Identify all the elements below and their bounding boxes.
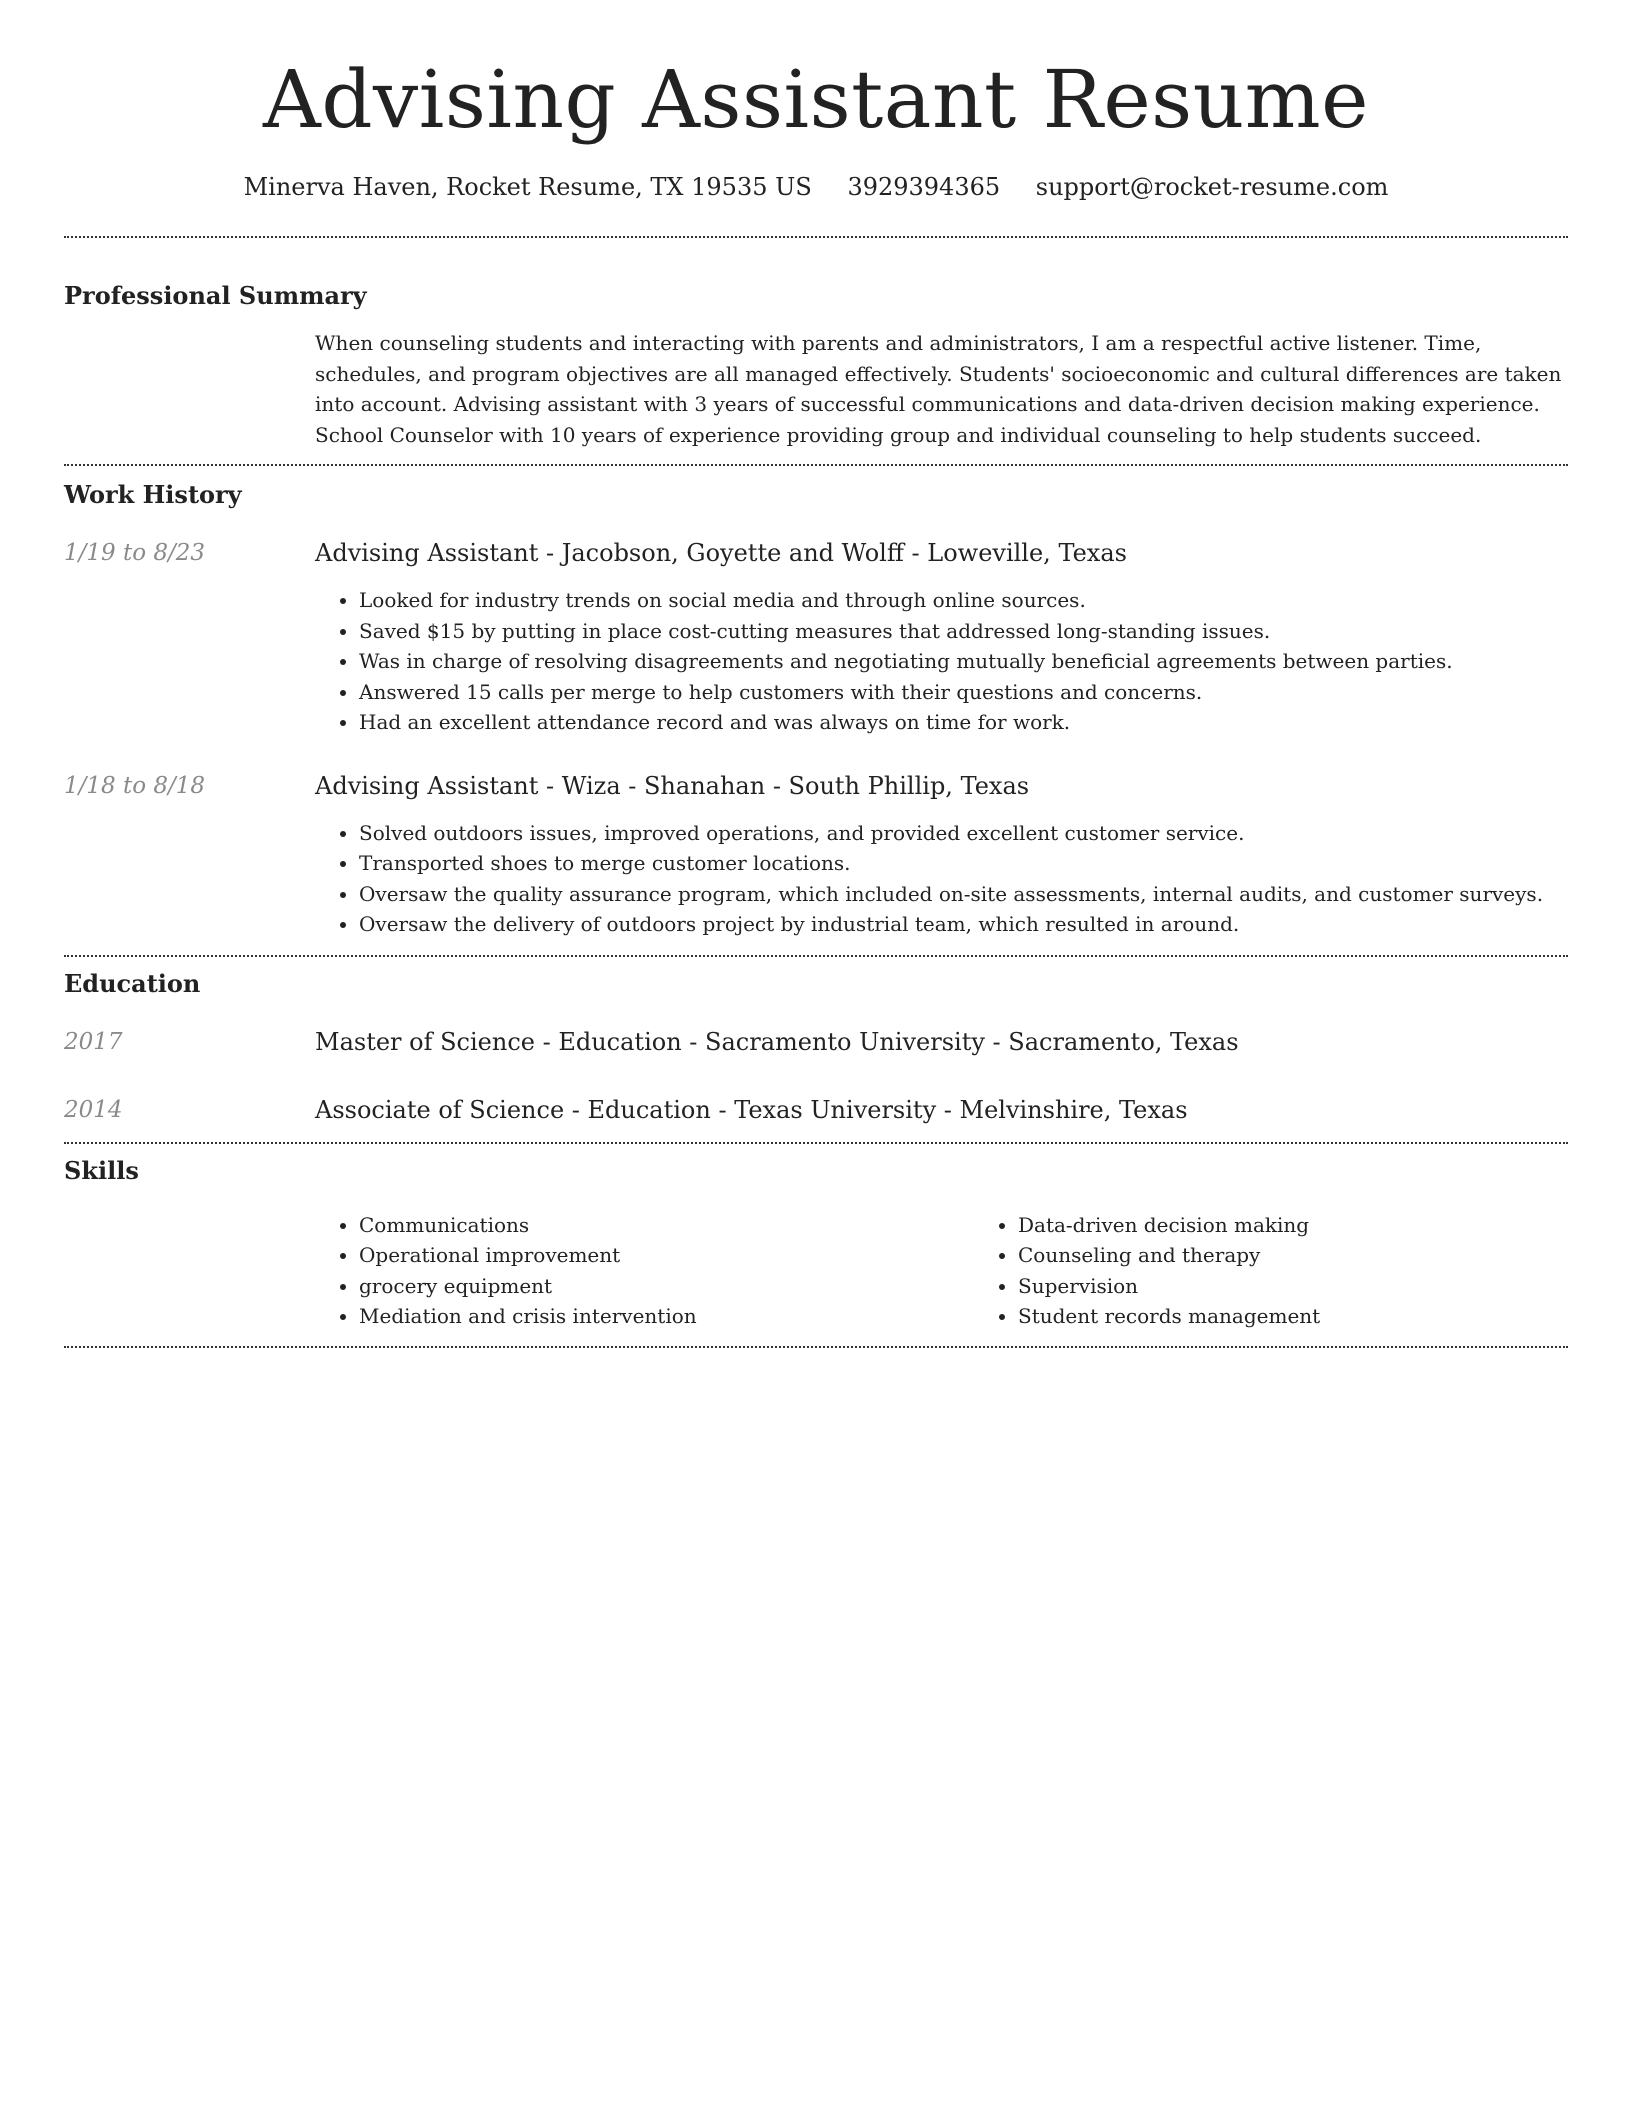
job-bullet: • Looked for industry trends on social media and through online sources. [359,585,1568,616]
job-entry [64,538,1568,738]
job-bullets [315,818,1568,940]
education-details [315,1095,1568,1125]
contact-address: Minerva Haven, Rocket Resume, TX 19535 US [243,173,812,201]
education-year: 2017 [64,1028,123,1055]
job-bullet: • Was in charge of resolving disagreements and negotiating mutually beneficial agreements between parties. [359,646,1568,677]
skills-grid [315,1210,1632,1332]
section-title-skills: Skills [64,1155,139,1185]
job-dates: 1/18 to 8/18 [64,772,206,799]
job-bullet: • Solved outdoors issues, improved operations, and provided excellent customer service. [359,818,1568,849]
divider [64,955,1568,957]
skill-item: • Mediation and crisis intervention [359,1301,974,1332]
page-title: Advising Assistant Resume [263,53,1369,146]
education-entry [64,1027,1568,1057]
resume-page [64,0,1568,1348]
education-degree: Associate of Science - Education [315,1095,711,1124]
divider [64,464,1568,466]
summary-body [315,328,1568,450]
skill-item: • Supervision [1018,1271,1632,1302]
job-details [315,771,1568,940]
job-bullet: • Transported shoes to merge customer locations. [359,848,1568,879]
job-bullet: • Oversaw the delivery of outdoors project by industrial team, which resulted in around. [359,909,1568,940]
divider [64,236,1568,238]
education-school: - Texas University - Melvinshire, Texas [710,1095,1188,1124]
section-title-summary: Professional Summary [64,281,367,310]
work-section [64,480,1568,940]
skill-item: • grocery equipment [359,1271,974,1302]
skills-list-right [974,1210,1632,1332]
job-bullet: • Had an excellent attendance record and was always on time for work. [359,707,1568,738]
skills-row [64,1210,1568,1332]
skill-item: • Communications [359,1210,974,1241]
job-bullet: • Oversaw the quality assurance program, which included on-site assessments, internal audits, and customer surveys. [359,879,1568,910]
education-degree: Master of Science - Education [315,1027,682,1056]
summary-row [64,328,1568,450]
job-bullet: • Answered 15 calls per merge to help customers with their questions and concerns. [359,677,1568,708]
section-title-work: Work History [64,480,242,509]
education-school: - Sacramento University - Sacramento, Texas [681,1027,1239,1056]
skills-list-left [315,1210,974,1332]
job-title: Advising Assistant - Jacobson, Goyette and Wolff - Loweville, Texas [315,539,1127,567]
contact-line [64,172,1568,202]
skill-item: • Student records management [1018,1301,1632,1332]
section-title-education: Education [64,968,201,998]
job-title: Advising Assistant - Wiza - Shanahan - South Phillip, Texas [315,771,1030,800]
summary-text: When counseling students and interacting with parents and administrators, I am a respectful active listener. Time, schedules, and program objectives are all managed effectively. Students' socioeconomic and cultural differences are taken into account. Advising assistant with 3 years of successful communications and data-driven decision making experience. School Counselor with 10 years of experience providing group and individual counseling to help students succeed. [315,331,1562,447]
education-entry [64,1095,1568,1125]
contact-phone: 3929394365 [847,173,1001,201]
skill-item: • Operational improvement [359,1240,974,1271]
job-details [315,538,1568,738]
skills-section [64,1156,1568,1332]
job-bullet: • Saved $15 by putting in place cost-cutting measures that addressed long-standing issues. [359,616,1568,647]
contact-email: support@rocket-resume.com [1035,173,1389,201]
divider [64,1346,1568,1348]
job-entry [64,771,1568,940]
education-details [315,1027,1568,1057]
skill-item: • Data-driven decision making [1018,1210,1632,1241]
job-bullets [315,585,1568,738]
summary-section [64,281,1568,450]
education-section [64,969,1568,1125]
skill-item: • Counseling and therapy [1018,1240,1632,1271]
education-year: 2014 [64,1096,123,1123]
divider [64,1142,1568,1144]
job-dates: 1/19 to 8/23 [64,540,206,566]
